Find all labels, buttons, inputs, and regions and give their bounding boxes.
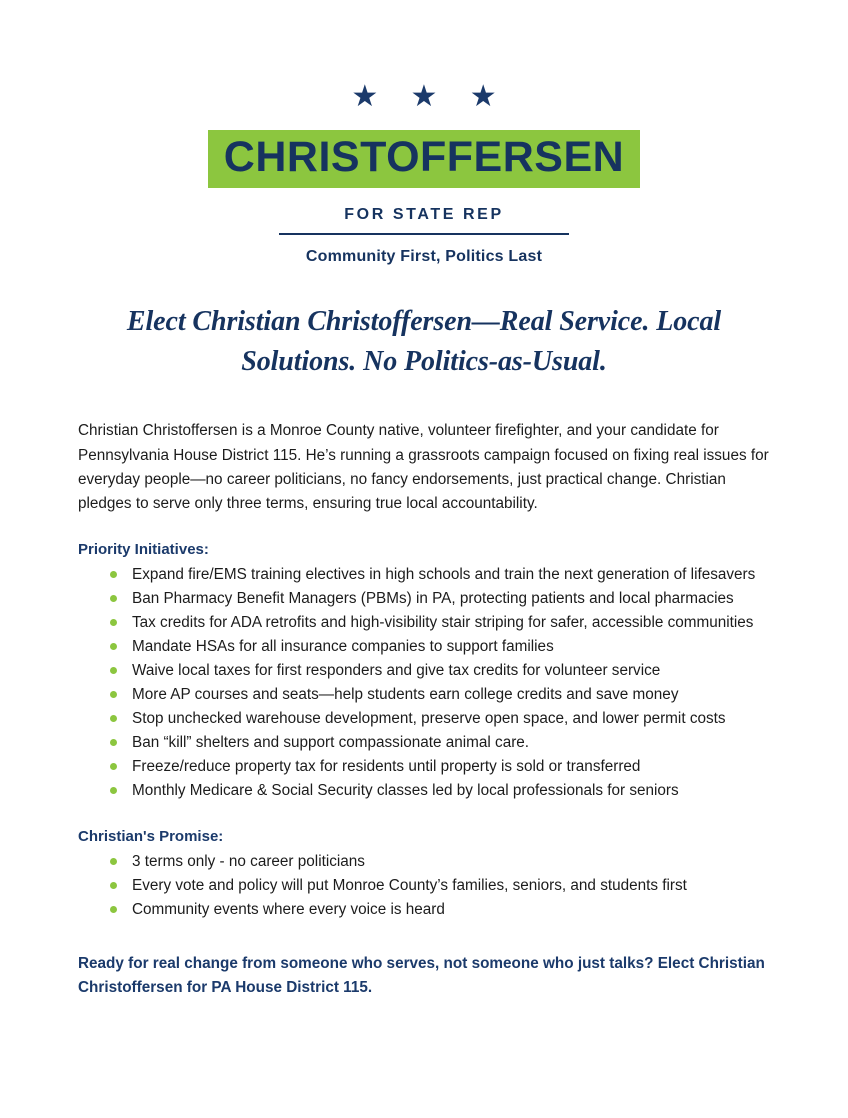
list-item — [104, 683, 770, 707]
list-item — [104, 755, 770, 779]
office-sought-label: FOR STATE REP — [344, 205, 504, 223]
list-item-text: Expand fire/EMS training electives in high schools and train the next generation of lifesavers — [132, 565, 756, 583]
list-item — [104, 659, 770, 683]
three-stars-icon: ★ ★ ★ — [351, 80, 509, 113]
page-title: Elect Christian Christoffersen—Real Service. Local Solutions. No Politics-as-Usual. — [126, 305, 722, 377]
list-item-text: Freeze/reduce property tax for residents until property is sold or transferred — [132, 758, 641, 776]
bullet-dot-icon — [110, 906, 117, 913]
list-item — [104, 563, 770, 587]
campaign-logo — [0, 0, 848, 266]
promise-list — [78, 850, 770, 922]
list-item-text: Mandate HSAs for all insurance companies to support families — [132, 638, 554, 656]
bullet-dot-icon — [110, 882, 117, 889]
bullet-dot-icon — [110, 739, 117, 746]
bullet-dot-icon — [110, 787, 117, 794]
bullet-dot-icon — [110, 715, 117, 722]
list-item-text: More AP courses and seats—help students earn college credits and save money — [132, 686, 679, 704]
list-item — [104, 611, 770, 635]
list-item — [104, 850, 770, 874]
divider-rule — [279, 233, 569, 235]
bullet-dot-icon — [110, 619, 117, 626]
list-item — [104, 731, 770, 755]
list-item-text: Every vote and policy will put Monroe County’s families, seniors, and students first — [132, 877, 687, 895]
list-item-text: Monthly Medicare & Social Security classes led by local professionals for seniors — [132, 782, 679, 800]
list-item — [104, 898, 770, 922]
bullet-dot-icon — [110, 667, 117, 674]
list-item-text: Waive local taxes for first responders and give tax credits for volunteer service — [132, 662, 661, 680]
flyer-body — [0, 419, 848, 999]
bullet-dot-icon — [110, 858, 117, 865]
list-item — [104, 874, 770, 898]
intro-paragraph: Christian Christoffersen is a Monroe County native, volunteer firefighter, and your candidate for Pennsylvania House District 115. He’s running a grassroots campaign focused on fixing real issues for everyday people—no career politicians, no fancy endorsements, just practical change. Christian pledges to serve only three terms, ensuring true local accountability. — [78, 422, 769, 512]
list-item — [104, 707, 770, 731]
list-item-text: Tax credits for ADA retrofits and high-visibility stair striping for safer, accessible communities — [132, 614, 754, 632]
candidate-name-banner — [208, 130, 640, 188]
list-item — [104, 587, 770, 611]
bullet-dot-icon — [110, 691, 117, 698]
campaign-tagline: Community First, Politics Last — [305, 247, 543, 265]
bullet-dot-icon — [110, 571, 117, 578]
candidate-name: CHRISTOFFERSEN — [223, 133, 625, 181]
list-item-text: 3 terms only - no career politicians — [132, 853, 365, 871]
bullet-dot-icon — [110, 595, 117, 602]
list-item-text: Stop unchecked warehouse development, preserve open space, and lower permit costs — [132, 710, 726, 728]
priority-initiatives-heading: Priority Initiatives: — [78, 540, 209, 558]
list-item-text: Ban “kill” shelters and support compassionate animal care. — [132, 734, 530, 752]
bullet-dot-icon — [110, 643, 117, 650]
promise-heading: Christian's Promise: — [78, 828, 224, 846]
closing-call-to-action: Ready for real change from someone who serves, not someone who just talks? Elect Christian Christoffersen for PA House District 115. — [78, 955, 765, 996]
list-item-text: Ban Pharmacy Benefit Managers (PBMs) in PA, protecting patients and local pharmacies — [132, 590, 734, 607]
bullet-dot-icon — [110, 763, 117, 770]
priority-initiatives-list — [78, 563, 770, 803]
list-item — [104, 635, 770, 659]
list-item-text: Community events where every voice is heard — [132, 901, 445, 919]
list-item — [104, 779, 770, 803]
